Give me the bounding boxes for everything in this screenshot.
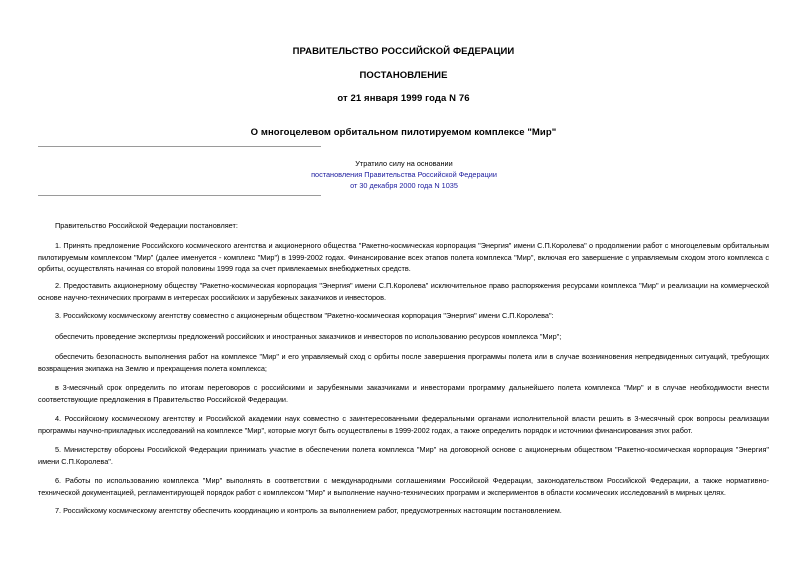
bottom-divider <box>38 195 321 196</box>
repeal-decree-date-link[interactable]: от 30 декабря 2000 года N 1035 <box>350 181 458 190</box>
document-title: О многоцелевом орбитальном пилотируемом комплексе "Мир" <box>250 127 557 138</box>
paragraph-1: 1. Принять предложение Российского космического агентства и акционерного общества "Ракетно-космическая корпорация "Энергия" имени С.П.Королева" о продолжении работ с многоцелевым орбитальным пилотируемым комплексом "Мир" (далее именуется - комплекс "Мир") в 1999-2002 годах. Финансирование всех этапов полета комплекса "Мир", включая его завершение с управляемым сходом этого комплекса с орбиты, осуществлять начиная со второй половины 1999 года за счет привлекаемых внебюджетных средств. <box>38 241 769 274</box>
paragraph-2: 2. Предоставить акционерному обществу "Ракетно-космическая корпорация "Энергия" имени С.П.Королева" исключительное право распоряжения ресурсами комплекса "Мир" и реализации на коммерческой основе научно-технических программ в интересах российских и зарубежных заказчиков и инвесторов. <box>38 281 769 302</box>
paragraph-5: 5. Министерству обороны Российской Федерации принимать участие в обеспечении полета комплекса "Мир" на договорной основе с акционерным обществом "Ракетно-космическая корпорация "Энергия" имени С.П.Королева". <box>38 445 769 466</box>
paragraph-intro: Правительство Российской Федерации постановляет: <box>55 221 238 230</box>
top-divider <box>38 146 321 147</box>
status-note <box>270 158 538 191</box>
repeal-decree-link[interactable]: постановления Правительства Российской Федерации <box>311 170 497 179</box>
document-type-heading: ПОСТАНОВЛЕНИЕ <box>359 70 448 81</box>
paragraph-4: 4. Российскому космическому агентству и Российской академии наук совместно с заинтересованными федеральными органами исполнительной власти решить в 3-месячный срок вопросы реализации программы научно-прикладных исследований на комплексе "Мир", которые могут быть осуществлены в 1999-2002 годах, а также определить порядок и источники финансирования этих работ. <box>38 414 769 435</box>
document-date-number: от 21 января 1999 года N 76 <box>337 93 470 104</box>
paragraph-3: 3. Российскому космическому агентству совместно с акционерным обществом "Ракетно-космическая корпорация "Энергия" имени С.П.Королева": <box>55 311 554 320</box>
paragraph-7: 7. Российскому космическому агентству обеспечить координацию и контроль за выполнением работ, предусмотренных настоящим постановлением. <box>55 506 562 515</box>
government-heading: ПРАВИТЕЛЬСТВО РОССИЙСКОЙ ФЕДЕРАЦИИ <box>292 46 515 57</box>
status-note-text: Утратило силу на основании <box>355 159 453 168</box>
paragraph-3a: обеспечить проведение экспертизы предложений российских и иностранных заказчиков и инвесторов по использованию ресурсов комплекса "Мир"; <box>55 332 562 341</box>
paragraph-6: 6. Работы по использованию комплекса "Мир" выполнять в соответствии с международными соглашениями Российской Федерации, законодательством Российской Федерации, а также нормативно-технической документацией, регламентирующей порядок работ с комплексом "Мир" и выполнение научно-технических программ и экспериментов в области космических исследований в мирных целях. <box>38 476 769 497</box>
paragraph-3b: обеспечить безопасность выполнения работ на комплексе "Мир" и его управляемый сход с орбиты после завершения программы полета или в случае возникновения непредвиденных ситуаций, требующих возвращения экипажа на Землю и прекращения полета комплекса; <box>38 352 769 373</box>
paragraph-3c: в 3-месячный срок определить по итогам переговоров с российскими и зарубежными заказчиками и инвесторами программу дальнейшего полета комплекса "Мир" и в случае необходимости внести соответствующие предложения в Правительство Российской Федерации. <box>38 383 769 404</box>
